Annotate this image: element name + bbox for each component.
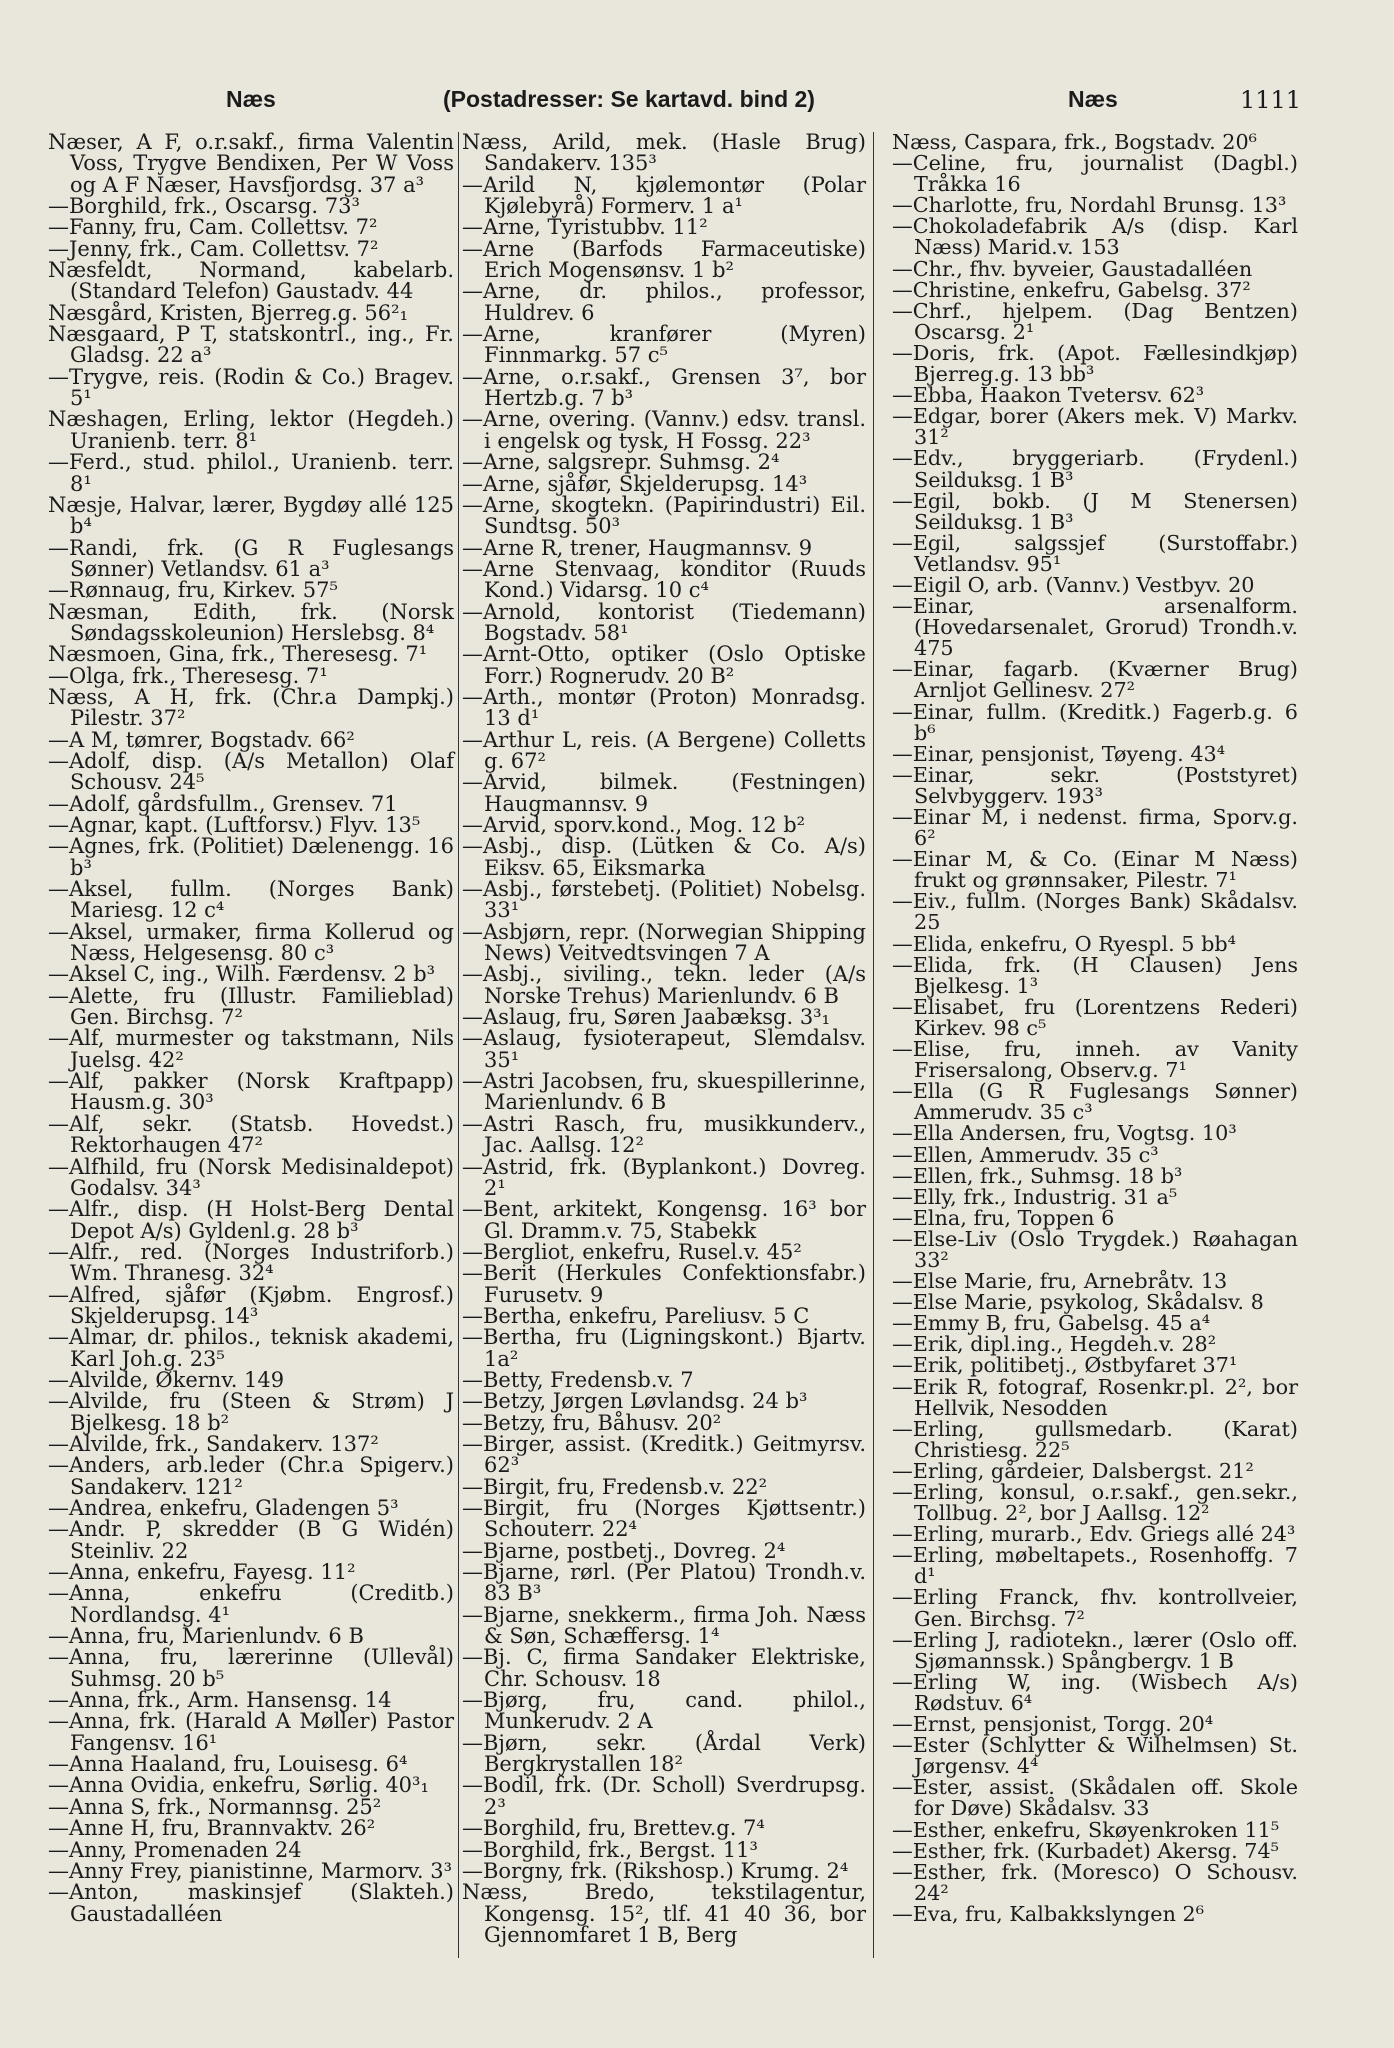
directory-entry: —Else-Liv (Oslo Trygdek.) Røahagan 33² [892, 1226, 1298, 1272]
directory-entry: —Einar, fullm. (Kreditk.) Fagerb.g. 6 b⁶ [892, 699, 1298, 745]
directory-entry: —Arnold, kontorist (Tiedemann) Bogstadv. 58¹ [462, 599, 866, 645]
header-center-note: (Postadresser: Se kartavd. bind 2) [443, 86, 815, 112]
directory-entry: —Arnt-Otto, optiker (Oslo Optiske Forr.) Rognerudv. 20 B² [462, 642, 866, 688]
directory-entry: —Chr., fhv. byveier, Gaustadalléen [892, 256, 1253, 281]
directory-entry: —Alf, murmester og takstmann, Nils Juelsg. 42² [48, 1026, 454, 1072]
directory-entry: Næss, Caspara, frk., Bogstadv. 20⁶ [892, 130, 1257, 154]
directory-entry: Næsmoen, Gina, frk., Theresesg. 7¹ [48, 642, 428, 667]
directory-entry: —Aksel, urmaker, firma Kollerud og Næss, Helgesensg. 80 c³ [48, 919, 454, 966]
directory-entry: —Birger, assist. (Kreditk.) Geitmyrsv. 62³ [462, 1431, 866, 1478]
directory-entry: —Aslaug, fysioterapeut, Slemdalsv. 35¹ [462, 1026, 866, 1072]
directory-entry: —Bodil, frk. (Dr. Scholl) Sverdrupsg. 2³ [462, 1773, 866, 1819]
directory-entry: —Esther, enkefru, Skøyenkroken 11⁵ [892, 1817, 1280, 1842]
directory-entry: —Agnes, frk. (Politiet) Dælenengg. 16 b³ [48, 834, 454, 880]
directory-entry: —Anna Ovidia, enkefru, Sørlig. 40³₁ [48, 1773, 429, 1798]
directory-entry: —Erik, dipl.ing., Hegdeh.v. 28² [892, 1332, 1217, 1357]
directory-entry: —Bjarne, rørl. (Per Platou) Trondh.v. 83 B³ [462, 1560, 866, 1606]
directory-entry: —Borghild, frk., Bergst. 11³ [462, 1837, 758, 1862]
directory-entry: —Arne, dr. philos., professor, Huldrev. 6 [462, 279, 866, 325]
directory-entry: —Arvid, sporv.kond., Mog. 12 b² [462, 813, 806, 837]
directory-entry: —Adolf, gårdsfullm., Grensev. 71 [48, 791, 398, 816]
directory-entry: —Olga, frk., Theresesg. 7¹ [48, 663, 328, 688]
directory-column-3 [892, 132, 1298, 1925]
directory-entry: —Birgit, fru (Norges Kjøttsentr.) Schouterr. 22⁴ [462, 1496, 866, 1542]
directory-entry: —Elida, frk. (H Clausen) Jens Bjelkesg. 1³ [892, 952, 1298, 998]
directory-entry: —Esther, frk. (Moresco) O Schousv. 24² [892, 1859, 1298, 1905]
directory-entry: —Alfr., disp. (H Holst-Berg Dental Depot A/s) Gyldenl.g. 28 b³ [48, 1197, 454, 1243]
directory-entry: —Alfred, sjåfør (Kjøbm. Engrosf.) Skjelderupsg. 14³ [48, 1282, 454, 1328]
directory-entry: —Erling, gårdeier, Dalsbergst. 21² [892, 1458, 1254, 1483]
directory-entry: —Egil, bokb. (J M Stenersen) Seilduksg. 1 B³ [892, 488, 1298, 534]
directory-entry: —Erik, politibetj., Østbyfaret 37¹ [892, 1353, 1238, 1378]
directory-entry: —Alvilde, Økernv. 149 [48, 1367, 285, 1392]
directory-entry: —Einar M, i nedenst. firma, Sporv.g. 6² [892, 805, 1298, 851]
directory-entry: —Else Marie, psykolog, Skådalsv. 8 [892, 1290, 1264, 1315]
directory-entry: —Betzy, Jørgen Løvlandsg. 24 b³ [462, 1389, 808, 1414]
directory-entry: —Einar M, & Co. (Einar M Næss) frukt og grønnsaker, Pilestr. 7¹ [892, 847, 1298, 893]
directory-entry: —Erik R, fotograf, Rosenkr.pl. 2², bor Hellvik, Nesodden [892, 1374, 1298, 1420]
directory-entry: —Bj. C, firma Sandaker Elektriske, Chr. Schousv. 18 [462, 1645, 866, 1691]
directory-entry: —Betzy, fru, Båhusv. 20² [462, 1410, 722, 1435]
directory-entry: —Chrf., hjelpem. (Dag Bentzen) Oscarsg. 2¹ [892, 298, 1298, 344]
directory-entry: —Else Marie, fru, Arnebråtv. 13 [892, 1269, 1228, 1294]
directory-entry: —Alette, fru (Illustr. Familieblad) Gen. Birchsg. 7² [48, 983, 454, 1030]
page-number: 1111 [1240, 86, 1302, 114]
directory-entry: —Ella (G R Fuglesangs Sønner) Ammerudv. 35 c³ [892, 1079, 1298, 1125]
directory-entry: —Bertha, enkefru, Pareliusv. 5 C [462, 1303, 810, 1328]
directory-entry: —Einar, arsenalform. (Hovedarsenalet, Grorud) Trondh.v. 475 [892, 594, 1298, 661]
directory-entry: —Elise, fru, inneh. av Vanity Frisersalong, Observ.g. 7¹ [892, 1037, 1298, 1083]
directory-entry: —Anna, fru, Marienlundv. 6 B [48, 1624, 364, 1649]
header-right-keyword: Næs [1068, 86, 1118, 112]
directory-entry: —Bjarne, snekkerm., firma Joh. Næss & Søn, Schæffersg. 1⁴ [462, 1602, 866, 1649]
directory-entry: —Ellen, frk., Suhmsg. 18 b³ [892, 1163, 1183, 1188]
directory-entry: —Bent, arkitekt, Kongensg. 16³ bor Gl. Dramm.v. 75, Stabekk [462, 1197, 866, 1243]
directory-entry: —Ella Andersen, fru, Vogtsg. 10³ [892, 1121, 1237, 1146]
directory-entry: —Borghild, frk., Oscarsg. 73³ [48, 194, 360, 219]
directory-entry: —Asbj., disp. (Lütken & Co. A/s) Eiksv. 65, Eiksmarka [462, 834, 866, 880]
directory-entry: —Einar, pensjonist, Tøyeng. 43⁴ [892, 741, 1226, 766]
directory-entry: —Almar, dr. philos., teknisk akademi, Karl Joh.g. 23⁵ [48, 1325, 454, 1371]
directory-entry: —Alfr., red. (Norges Industriforb.) Wm. Thranesg. 32⁴ [48, 1239, 454, 1286]
directory-entry: —Anny, Promenaden 24 [48, 1837, 302, 1862]
column-divider [873, 132, 874, 1958]
directory-entry: —Chokoladefabrik A/s (disp. Karl Næss) Marid.v. 153 [892, 214, 1298, 260]
directory-entry: —Arthur L, reis. (A Bergene) Colletts g. 67² [462, 727, 866, 773]
directory-entry: —Betty, Fredensb.v. 7 [462, 1367, 694, 1392]
directory-entry: —Ernst, pensjonist, Torgg. 20⁴ [892, 1712, 1214, 1737]
directory-entry: Næsje, Halvar, lærer, Bygdøy allé 125 b⁴ [48, 492, 454, 539]
directory-entry: —Aksel C, ing., Wilh. Færdensv. 2 b³ [48, 962, 436, 987]
directory-entry: Næss, Arild, mek. (Hasle Brug) Sandakerv. 135³ [462, 130, 866, 176]
directory-entry: Næss, Bredo, tekstilagentur, Kongensg. 15², tlf. 41 40 36, bor Gjennomfaret 1 B, Berg [462, 1880, 866, 1947]
directory-entry: —Anne H, fru, Brannvaktv. 26² [48, 1816, 376, 1841]
directory-entry: —Adolf, disp. (A/s Metallon) Olaf Schousv. 24⁵ [48, 748, 454, 795]
directory-entry: —Borghild, fru, Brettev.g. 7⁴ [462, 1816, 765, 1841]
directory-entry: —Arne, Tyristubbv. 11² [462, 215, 708, 240]
directory-entry: —Agnar, kapt. (Luftforsv.) Flyv. 13⁵ [48, 813, 421, 837]
directory-entry: —Ester (Schlytter & Wilhelmsen) St. Jørgensv. 4⁴ [892, 1733, 1298, 1779]
directory-entry: —Anna Haaland, fru, Louisesg. 6⁴ [48, 1752, 408, 1777]
directory-entry: —Bjarne, postbetj., Dovreg. 2⁴ [462, 1538, 786, 1563]
directory-entry: —Alfhild, fru (Norsk Medisinaldepot) Godalsv. 34³ [48, 1154, 454, 1200]
page-header [48, 86, 1348, 126]
directory-entry: —Erling Franck, fhv. kontrollveier, Gen. Birchsg. 7² [892, 1585, 1298, 1631]
directory-entry: —Anna, fru, lærerinne (Ullevål) Suhmsg. 20 b⁵ [48, 1645, 454, 1691]
directory-entry: —Anna S, frk., Normannsg. 25² [48, 1794, 382, 1819]
directory-entry: —Randi, frk. (G R Fuglesangs Sønner) Vetlandsv. 61 a³ [48, 535, 454, 581]
directory-entry: —Bjørg, fru, cand. philol., Munkerudv. 2 A [462, 1688, 866, 1734]
directory-entry: —Andr. P, skredder (B G Widén) Steinliv. 22 [48, 1517, 454, 1563]
directory-entry: —Aslaug, fru, Søren Jaabæksg. 3³₁ [462, 1005, 831, 1030]
directory-entry: Næsman, Edith, frk. (Norsk Søndagsskoleunion) Herslebsg. 8⁴ [48, 599, 454, 645]
directory-entry: —Elly, frk., Industrig. 31 a⁵ [892, 1184, 1178, 1209]
directory-entry: —Arth., montør (Proton) Monradsg. 13 d¹ [462, 684, 866, 731]
column-divider [458, 132, 459, 1958]
directory-entry: —Anna, enkefru (Creditb.) Nordlandsg. 4¹ [48, 1581, 454, 1627]
directory-entry: —Christine, enkefru, Gabelsg. 37² [892, 277, 1251, 302]
directory-entry: —A M, tømrer, Bogstadv. 66² [48, 727, 355, 752]
directory-entry: —Anny Frey, pianistinne, Marmorv. 3³ [48, 1858, 453, 1883]
directory-entry: —Charlotte, fru, Nordahl Brunsg. 13³ [892, 193, 1287, 218]
directory-entry: Næsgård, Kristen, Bjerreg.g. 56²₁ [48, 300, 408, 325]
directory-entry: —Edv., bryggeriarb. (Frydenl.) Seilduksg. 1 B³ [892, 446, 1298, 492]
directory-entry: —Egil, salgssjef (Surstoffabr.) Vetlandsv. 95¹ [892, 530, 1298, 576]
directory-entry: —Borgny, frk. (Rikshosp.) Krumg. 2⁴ [462, 1858, 849, 1883]
directory-entry: —Bertha, fru (Ligningskont.) Bjartv. 1a² [462, 1325, 866, 1371]
directory-entry: —Celine, fru, journalist (Dagbl.) Tråkka 16 [892, 151, 1298, 197]
directory-entry: —Arne, skogtekn. (Papirindustri) Eil. Sundtsg. 50³ [462, 492, 866, 539]
directory-entry: —Erling, konsul, o.r.sakf., gen.sekr., Tollbug. 2², bor J Aallsg. 12² [892, 1480, 1298, 1526]
directory-entry: —Trygve, reis. (Rodin & Co.) Bragev. 5¹ [48, 364, 454, 411]
directory-entry: —Arvid, bilmek. (Festningen) Haugmannsv. 9 [462, 770, 866, 816]
directory-entry: —Erling, gullsmedarb. (Karat) Christiesg. 22⁵ [892, 1416, 1298, 1462]
directory-entry: —Elna, fru, Toppen 6 [892, 1205, 1115, 1230]
directory-entry: —Alf, sekr. (Statsb. Hovedst.) Rektorhaugen 47² [48, 1111, 454, 1158]
directory-entry: —Erling, møbeltapets., Rosenhoffg. 7 d¹ [892, 1543, 1298, 1589]
directory-column-1 [48, 132, 454, 1925]
directory-column-2 [462, 132, 866, 1946]
directory-entry: —Astri Jacobsen, fru, skuespillerinne, Marienlundv. 6 B [462, 1069, 866, 1115]
directory-entry: —Arild N, kjølemontør (Polar Kjølebyrå) Formerv. 1 a¹ [462, 172, 866, 219]
directory-entry: —Arne, o.r.sakf., Grensen 3⁷, bor Hertzb.g. 7 b³ [462, 364, 866, 411]
directory-entry: —Aksel, fullm. (Norges Bank) Mariesg. 12 c⁴ [48, 877, 454, 923]
directory-entry: —Asbj., førstebetj. (Politiet) Nobelsg. 33¹ [462, 877, 866, 923]
directory-entry: —Bergliot, enkefru, Rusel.v. 45² [462, 1239, 802, 1264]
directory-entry: —Fanny, fru, Cam. Collettsv. 7² [48, 215, 378, 240]
directory-entry: —Ebba, Haakon Tvetersv. 62³ [892, 383, 1205, 408]
directory-entry: —Erling, murarb., Edv. Griegs allé 24³ [892, 1522, 1296, 1547]
directory-entry: —Erling J, radiotekn., lærer (Oslo off. Sjømannssk.) Spångbergv. 1 B [892, 1627, 1298, 1673]
directory-entry: —Einar, sekr. (Poststyret) Selvbyggerv. 193³ [892, 762, 1298, 808]
directory-entry: Næsgaard, P T, statskontrl., ing., Fr. Gladsg. 22 a³ [48, 322, 454, 368]
directory-entry: —Asbj., siviling., tekn. leder (A/s Norske Trehus) Marienlundv. 6 B [462, 962, 866, 1008]
directory-entry: —Anna, frk., Arm. Hansensg. 14 [48, 1688, 392, 1713]
directory-entry: —Ellen, Ammerudv. 35 c³ [892, 1142, 1159, 1167]
directory-entry: —Andrea, enkefru, Gladengen 5³ [48, 1496, 399, 1520]
directory-entry: Næss, A H, frk. (Chr.a Dampkj.) Pilestr. 37² [48, 684, 454, 731]
directory-entry: —Rønnaug, fru, Kirkev. 57⁵ [48, 578, 338, 603]
directory-entry: —Astrid, frk. (Byplankont.) Dovreg. 2¹ [462, 1154, 866, 1200]
directory-entry: —Elida, enkefru, O Ryespl. 5 bb⁴ [892, 931, 1236, 956]
directory-entry: —Arne R, trener, Haugmannsv. 9 [462, 535, 813, 560]
directory-entry: —Eiv., fullm. (Norges Bank) Skådalsv. 25 [892, 889, 1298, 935]
directory-entry: —Anna, frk. (Harald A Møller) Pastor Fangensv. 16¹ [48, 1709, 454, 1755]
directory-entry: —Einar, fagarb. (Kværner Brug) Arnljot Gellinesv. 27² [892, 657, 1298, 703]
directory-entry: —Arne, salgsrepr. Suhmsg. 2⁴ [462, 450, 780, 475]
directory-entry: —Arne, overing. (Vannv.) edsv. transl. i engelsk og tysk, H Fossg. 22³ [462, 407, 866, 453]
directory-entry: —Asbjørn, repr. (Norwegian Shipping News) Veitvedtsvingen 7 A [462, 919, 866, 966]
directory-entry: —Erling W, ing. (Wisbech A/s) Rødstuv. 6⁴ [892, 1669, 1298, 1715]
directory-entry: —Birgit, fru, Fredensb.v. 22² [462, 1474, 768, 1499]
directory-entry: —Doris, frk. (Apot. Fællesindkjøp) Bjerreg.g. 13 bb³ [892, 340, 1298, 387]
directory-entry: —Eigil O, arb. (Vannv.) Vestbyv. 20 [892, 572, 1255, 597]
directory-entry: Næser, A F, o.r.sakf., firma Valentin Voss, Trygve Bendixen, Per W Voss og A F Næser, Havsfjordsg. 37 a³ [48, 130, 454, 197]
directory-entry: —Anton, maskinsjef (Slakteh.) Gaustadalléen [48, 1880, 454, 1926]
directory-entry: —Anders, arb.leder (Chr.a Spigerv.) Sandakerv. 121² [48, 1453, 454, 1499]
directory-entry: —Arne (Barfods Farmaceutiske) Erich Mogensønsv. 1 b² [462, 236, 866, 283]
directory-entry: —Esther, frk. (Kurbadet) Akersg. 74⁵ [892, 1838, 1279, 1863]
directory-entry: —Alvilde, frk., Sandakerv. 137² [48, 1431, 379, 1456]
directory-entry: Næshagen, Erling, lektor (Hegdeh.) Uranienb. terr. 8¹ [48, 407, 454, 453]
directory-entry: —Arne, sjåfør, Skjelderupsg. 14³ [462, 471, 808, 496]
directory-entry: Næsfeldt, Normand, kabelarb. (Standard Telefon) Gaustadv. 44 [48, 258, 454, 304]
directory-entry: —Emmy B, fru, Gabelsg. 45 a⁴ [892, 1311, 1211, 1336]
directory-entry: —Eva, fru, Kalbakkslyngen 2⁶ [892, 1901, 1205, 1926]
header-left-keyword: Næs [226, 86, 276, 112]
directory-entry: —Astri Rasch, fru, musikkunderv., Jac. Aallsg. 12² [462, 1111, 866, 1158]
directory-entry: —Jenny, frk., Cam. Collettsv. 7² [48, 236, 379, 261]
directory-entry: —Elisabet, fru (Lorentzens Rederi) Kirkev. 98 c⁵ [892, 994, 1298, 1040]
directory-entry: —Arne, kranfører (Myren) Finnmarkg. 57 c⁵ [462, 322, 866, 368]
directory-entry: —Alvilde, fru (Steen & Strøm) J Bjelkesg. 18 b² [48, 1389, 454, 1435]
directory-entry: —Ester, assist. (Skådalen off. Skole for Døve) Skådalsv. 33 [892, 1775, 1298, 1821]
directory-entry: —Arne Stenvaag, konditor (Ruuds Kond.) Vidarsg. 10 c⁴ [462, 556, 866, 603]
directory-entry: —Alf, pakker (Norsk Kraftpapp) Hausm.g. 30³ [48, 1069, 454, 1115]
directory-entry: —Ferd., stud. philol., Uranienb. terr. 8¹ [48, 450, 454, 496]
directory-entry: —Berit (Herkules Confektionsfabr.) Furusetv. 9 [462, 1261, 866, 1307]
directory-entry: —Edgar, borer (Akers mek. V) Markv. 31² [892, 404, 1298, 450]
directory-entry: —Anna, enkefru, Fayesg. 11² [48, 1560, 356, 1585]
directory-entry: —Bjørn, sekr. (Årdal Verk) Bergkrystallen 18² [462, 1730, 866, 1777]
